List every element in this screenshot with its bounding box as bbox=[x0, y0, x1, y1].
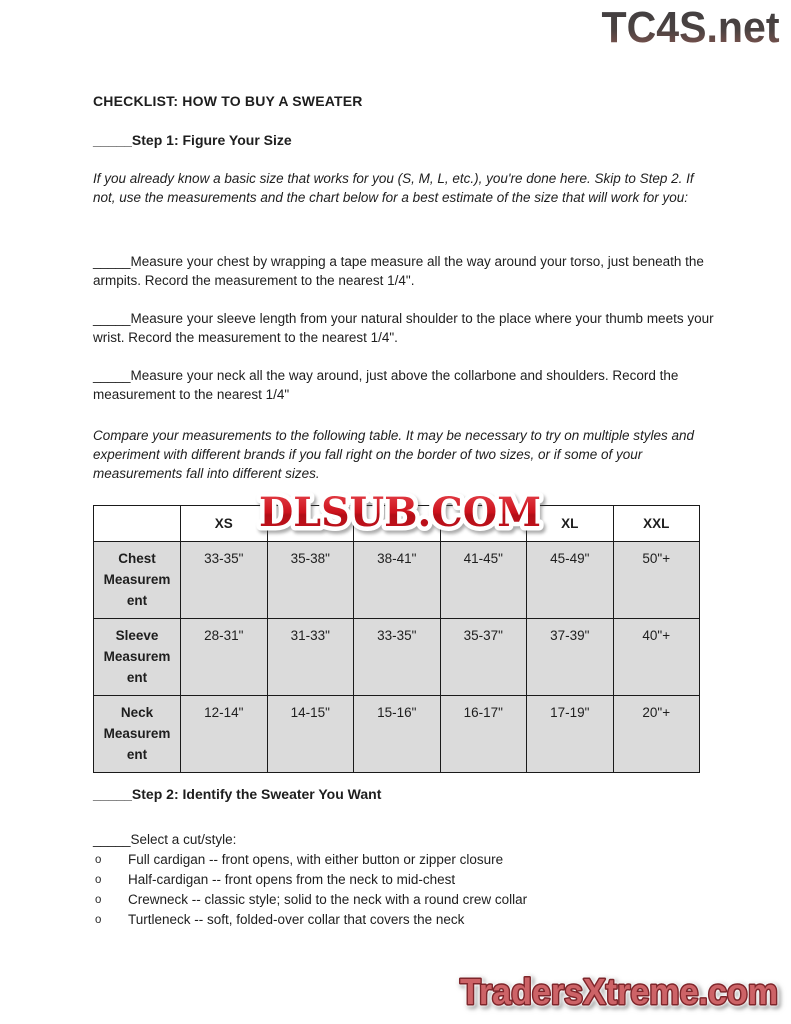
table-row-sleeve bbox=[94, 619, 700, 696]
measure-chest-item: _____Measure your chest by wrapping a tape measure all the way around your torso, just beneath the armpits. Record the measurement to the nearest 1/4". bbox=[93, 254, 704, 288]
tc4s-logo-text: TC4S.net bbox=[601, 3, 780, 52]
value-cell: 41-45" bbox=[440, 542, 527, 619]
row-label-cell: Neck Measurement bbox=[94, 696, 181, 773]
value-cell: 33-35" bbox=[181, 542, 268, 619]
value-cell: 35-38" bbox=[267, 542, 354, 619]
intro-paragraph: If you already know a basic size that works for you (S, M, L, etc.), you're done here. Skip to Step 2. If not, use the measurements and the chart below for a best estimate of the size that will work for you: bbox=[93, 171, 694, 205]
list-item bbox=[93, 910, 718, 930]
row-label-cell: Chest Measurement bbox=[94, 542, 181, 619]
value-cell: 12-14" bbox=[181, 696, 268, 773]
tradersxtreme-watermark-text: TradersXtreme.com bbox=[460, 971, 778, 1012]
value-cell: 28-31" bbox=[181, 619, 268, 696]
bullet-text: Crewneck -- classic style; solid to the neck with a round crew collar bbox=[128, 892, 528, 907]
value-cell: 45-49" bbox=[527, 542, 614, 619]
row-label-cell: Sleeve Measurement bbox=[94, 619, 181, 696]
dlsub-watermark-text: DLSUB.COM bbox=[259, 489, 541, 536]
value-cell: 33-35" bbox=[354, 619, 441, 696]
step1-heading: _____Step 1: Figure Your Size bbox=[93, 132, 292, 148]
measure-sleeve-item: _____Measure your sleeve length from your natural shoulder to the place where your thumb meets your wrist. Record the measurement to the nearest 1/4". bbox=[93, 311, 714, 345]
value-cell: 35-37" bbox=[440, 619, 527, 696]
value-cell: 15-16" bbox=[354, 696, 441, 773]
tradersxtreme-watermark bbox=[453, 966, 785, 1018]
bullet-marker: o bbox=[95, 894, 102, 906]
header-cell-blank bbox=[94, 506, 181, 542]
select-style-line: _____Select a cut/style: bbox=[93, 832, 237, 847]
table-row-neck bbox=[94, 696, 700, 773]
value-cell: 38-41" bbox=[354, 542, 441, 619]
table-row-chest bbox=[94, 542, 700, 619]
measure-neck-item: _____Measure your neck all the way around, just above the collarbone and shoulders. Record the measurement to the nearest 1/4" bbox=[93, 368, 679, 402]
tc4s-logo bbox=[598, 2, 783, 52]
value-cell: 40"+ bbox=[613, 619, 700, 696]
bullet-marker: o bbox=[95, 874, 102, 886]
size-chart-table bbox=[93, 505, 700, 773]
value-cell: 17-19" bbox=[527, 696, 614, 773]
bullet-marker: o bbox=[95, 914, 102, 926]
document-title: CHECKLIST: HOW TO BUY A SWEATER bbox=[93, 93, 363, 109]
style-bullet-list bbox=[93, 850, 718, 930]
list-item bbox=[93, 890, 718, 910]
value-cell: 37-39" bbox=[527, 619, 614, 696]
value-cell: 16-17" bbox=[440, 696, 527, 773]
header-cell-xs: XS bbox=[181, 506, 268, 542]
bullet-text: Turtleneck -- soft, folded-over collar that covers the neck bbox=[128, 912, 465, 927]
dlsub-watermark bbox=[250, 483, 550, 541]
list-item bbox=[93, 870, 718, 890]
bullet-text: Half-cardigan -- front opens from the neck to mid-chest bbox=[128, 872, 456, 887]
value-cell: 50"+ bbox=[613, 542, 700, 619]
step2-heading: _____Step 2: Identify the Sweater You Want bbox=[93, 786, 382, 802]
bullet-marker: o bbox=[95, 854, 102, 866]
value-cell: 31-33" bbox=[267, 619, 354, 696]
compare-paragraph: Compare your measurements to the following table. It may be necessary to try on multiple styles and experiment with different brands if you fall right on the border of two sizes, or if some of your measurements fall into different sizes. bbox=[93, 428, 695, 481]
list-item bbox=[93, 850, 718, 870]
bullet-text: Full cardigan -- front opens, with either button or zipper closure bbox=[128, 852, 504, 867]
value-cell: 14-15" bbox=[267, 696, 354, 773]
value-cell: 20"+ bbox=[613, 696, 700, 773]
header-cell-xxl: XXL bbox=[613, 506, 700, 542]
header-cell-xl: XL bbox=[527, 506, 614, 542]
